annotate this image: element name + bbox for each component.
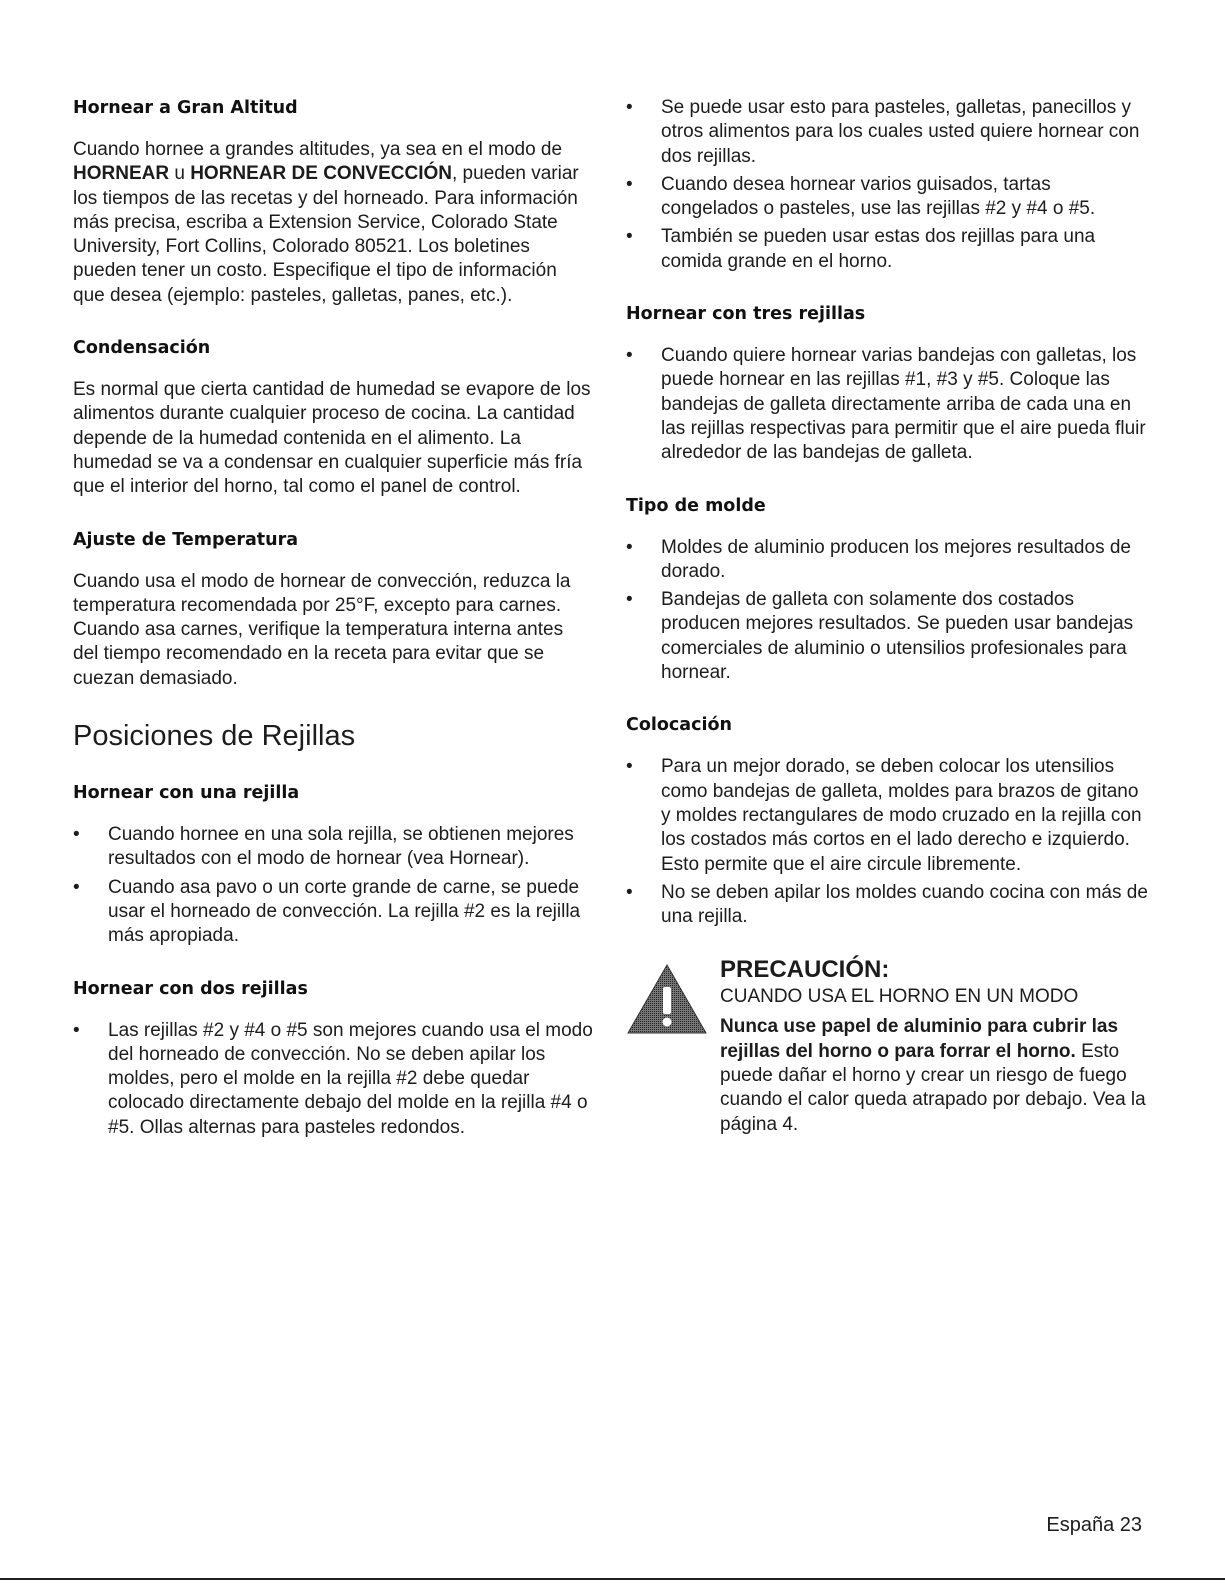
heading-condensacion: Condensación: [73, 338, 211, 359]
bullet-icon: •: [626, 756, 633, 778]
left-column: [73, 96, 593, 1168]
list-item: [626, 881, 1151, 930]
bullet-icon: •: [73, 1019, 80, 1041]
section-dos-rejillas-cont: [626, 96, 1151, 274]
heading-dos-rejillas: Hornear con dos rejillas: [73, 978, 308, 999]
heading-temperatura: Ajuste de Temperatura: [73, 529, 299, 550]
section-title-posiciones: Posiciones de Rejillas: [73, 720, 356, 753]
text-span: , pueden variar los tiempos de las recetas y del horneado. Para información más precisa, escriba a Extension Service, Colorado State University, Fort Collins, Colorado 80521. Los boletines pueden tener un costo. Especifique el tipo de información que desea (ejemplo: pasteles, galletas, panes, etc.).: [73, 163, 579, 306]
heading-altitud: Hornear a Gran Altitud: [73, 98, 298, 118]
list-item-text: Cuando asa pavo o un corte grande de carne, se puede usar el horneado de convección. La rejilla #2 es la rejilla más apropiada.: [108, 876, 581, 947]
text-span: u: [169, 163, 191, 185]
section-temperatura: [73, 528, 593, 691]
list-item: [626, 588, 1151, 685]
heading-una-rejilla: Hornear con una rejilla: [73, 783, 300, 804]
bottom-divider: [0, 1578, 1225, 1580]
page-footer: España 23: [1046, 1514, 1142, 1536]
caution-rest: Esto puede dañar el horno y crear un riesgo de fuego cuando el calor queda atrapado por debajo. Vea la página 4.: [720, 1040, 1146, 1135]
right-column: [626, 96, 1151, 1137]
list-item: [626, 225, 1151, 274]
bullet-icon: •: [626, 589, 633, 611]
list-item-text: Se puede usar esto para pasteles, galletas, panecillos y otros alimentos para los cuales usted quiere hornear con dos rejillas.: [661, 97, 1140, 167]
list-item-text: Para un mejor dorado, se deben colocar los utensilios como bandejas de galleta, moldes para brazos de gitano y moldes rectangulares de modo cruzado en la rejilla con los costados más cortos en el lado derecho e izquierdo. Esto permite que el aire circule libremente.: [661, 756, 1142, 875]
list-item: [626, 344, 1151, 465]
heading-colocacion: Colocación: [626, 715, 732, 736]
bullet-icon: •: [626, 536, 633, 558]
section-tres-rejillas: [626, 302, 1151, 465]
paragraph-temperatura: Cuando usa el modo de hornear de convección, reduzca la temperatura recomendada por 25°F, excepto para carnes. Cuando asa carnes, verifique la temperatura interna antes del tiempo recomendado en la receta para evitar que se cuezan demasiado.: [73, 570, 571, 689]
list-item: [73, 823, 593, 872]
list-item-text: Cuando hornee en una sola rejilla, se obtienen mejores resultados con el modo de hornear (vea Hornear).: [108, 824, 574, 870]
section-tipo-molde: [626, 494, 1151, 686]
caution-text: [720, 957, 1151, 1136]
caution-subtitle: CUANDO USA EL HORNO EN UN MODO: [720, 986, 1079, 1008]
bullet-icon: •: [73, 876, 80, 898]
list-item: [626, 173, 1151, 222]
section-altitud: [73, 96, 593, 308]
caution-bold: Nunca use papel de aluminio para cubrir las rejillas del horno o para forrar el horno.: [720, 1016, 1119, 1062]
caution-box: [626, 957, 1151, 1136]
bullet-icon: •: [626, 173, 633, 195]
bullet-icon: •: [626, 345, 633, 367]
list-una-rejilla: [73, 823, 593, 948]
list-item: [626, 96, 1151, 169]
paragraph-condensacion: Es normal que cierta cantidad de humedad se evapore de los alimentos durante cualquier proceso de cocina. La cantidad depende de la humedad contenida en el alimento. La humedad se va a condensar en cualquier superficie más fría que el interior del horno, tal como el panel de control.: [73, 379, 591, 498]
bullet-icon: •: [626, 97, 633, 118]
list-tipo-molde: [626, 536, 1151, 686]
list-item-text: Cuando quiere hornear varias bandejas con galletas, los puede hornear en las rejillas #1, #3 y #5. Coloque las bandejas de galleta directamente arriba de cada una en las rejillas respectivas para permitir que el aire pueda fluir alrededor de las bandejas de galleta.: [661, 345, 1146, 464]
paragraph-altitud: [73, 138, 593, 308]
list-item-text: Moldes de aluminio producen los mejores resultados de dorado.: [661, 536, 1131, 582]
section-dos-rejillas: [73, 977, 593, 1140]
list-item: [73, 1019, 593, 1140]
list-item: [73, 876, 593, 949]
section-una-rejilla: [73, 781, 593, 948]
list-item: [626, 755, 1151, 876]
caution-title: PRECAUCIÓN:: [720, 956, 890, 984]
bold-mode-hornear: HORNEAR: [73, 163, 170, 185]
heading-tipo-molde: Tipo de molde: [626, 495, 766, 516]
heading-tres-rejillas: Hornear con tres rejillas: [626, 304, 866, 325]
list-item-text: No se deben apilar los moldes cuando cocina con más de una rejilla.: [661, 881, 1148, 928]
warning-icon: [626, 963, 708, 1035]
bullet-icon: •: [73, 824, 80, 846]
list-item-text: Bandejas de galleta con solamente dos costados producen mejores resultados. Se pueden usar bandejas comerciales de aluminio o utensilios profesionales para hornear.: [661, 589, 1134, 684]
bold-mode-conveccion: HORNEAR DE CONVECCIÓN: [190, 163, 452, 185]
list-item-text: También se pueden usar estas dos rejillas para una comida grande en el horno.: [661, 226, 1096, 272]
section-condensacion: [73, 336, 593, 499]
list-dos-rejillas: [73, 1019, 593, 1140]
list-dos-rejillas-cont: [626, 96, 1151, 274]
list-item-text: Las rejillas #2 y #4 o #5 son mejores cuando usa el modo del horneado de convección. No se deben apilar los moldes, pero el molde en la rejilla #2 debe quedar colocado directamente debajo del molde en la rejilla #4 o #5. Ollas alternas para pasteles redondos.: [108, 1019, 593, 1138]
list-item-text: Cuando desea hornear varios guisados, tartas congelados o pasteles, use las rejillas #2 y #4 o #5.: [661, 173, 1096, 220]
bullet-icon: •: [626, 226, 633, 248]
list-tres-rejillas: [626, 344, 1151, 465]
caution-body: [720, 1015, 1151, 1136]
list-item: [626, 536, 1151, 585]
list-colocacion: [626, 755, 1151, 929]
section-colocacion: [626, 713, 1151, 929]
bullet-icon: •: [626, 881, 633, 903]
text-span: Cuando hornee a grandes altitudes, ya sea en el modo de: [73, 139, 563, 160]
